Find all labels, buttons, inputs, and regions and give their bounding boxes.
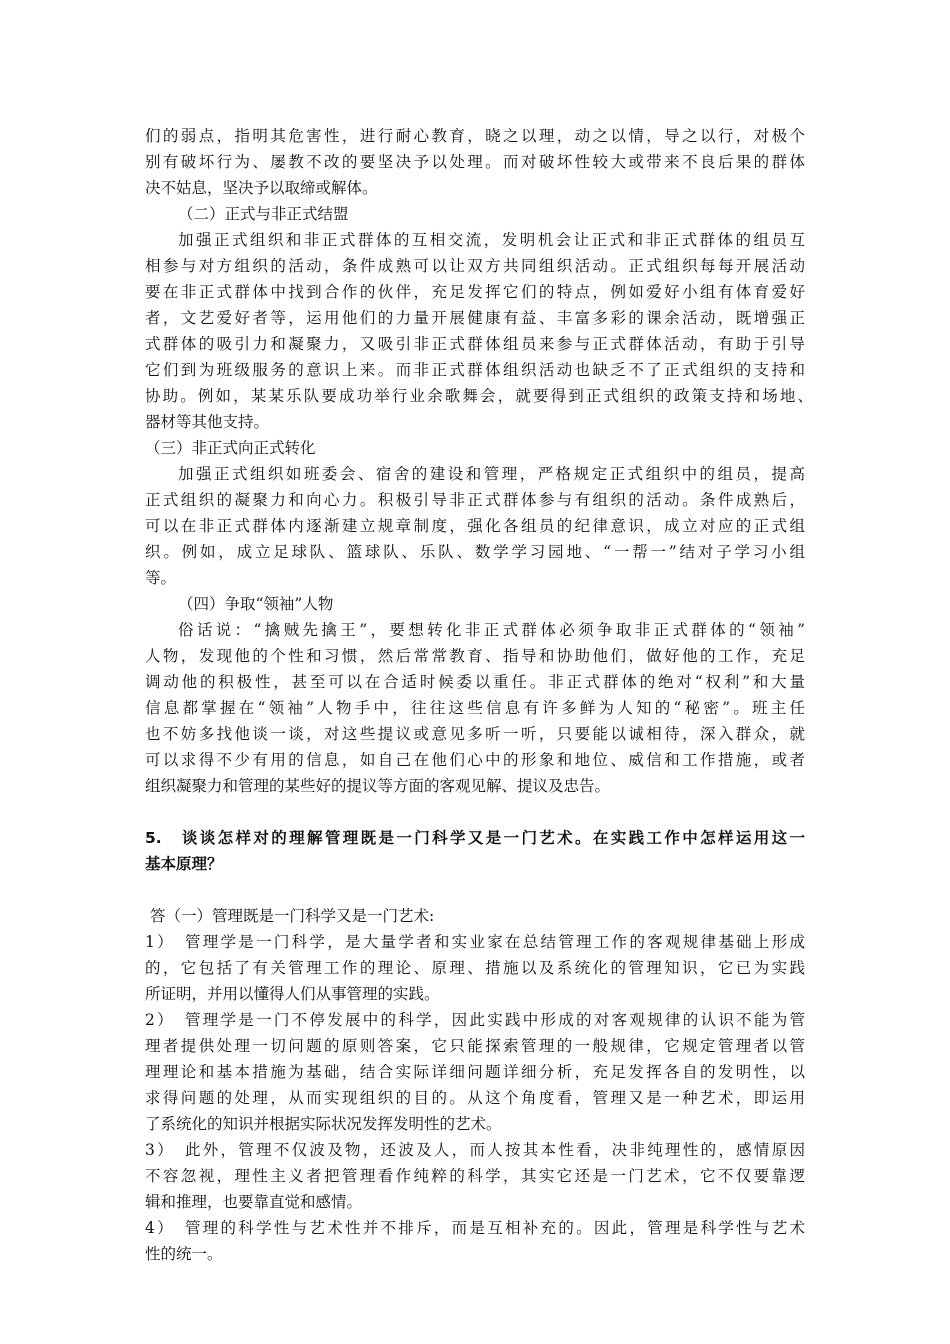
text-line: 等。 — [145, 569, 177, 587]
question-title: 5. 谈谈怎样对的理解管理既是一门科学又是一门艺术。在实践工作中怎样运用这一 — [145, 829, 805, 847]
text-line: 加强正式组织和非正式群体的互相交流，发明机会让正式和非正式群体的组员互 — [178, 231, 805, 249]
text-line: 不容忽视，理性主义者把管理看作纯粹的科学，其实它还是一门艺术，它不仅要靠逻 — [145, 1167, 805, 1185]
text-line: 俗话说：“擒贼先擒王”，要想转化非正式群体必须争取非正式群体的“领袖” — [178, 621, 805, 639]
text-line: 别有破坏行为、屡教不改的要坚决予以处理。而对破坏性较大或带来不良后果的群体 — [145, 153, 805, 171]
text-line: 正式组织的凝聚力和向心力。积极引导非正式群体参与有组织的活动。条件成熟后， — [145, 491, 805, 509]
text-line: 了系统化的知识并根据实际状况发挥发明性的艺术。 — [145, 1115, 502, 1133]
text-line: 调动他的积极性，甚至可以在合适时候委以重任。非正式群体的绝对“权利”和大量 — [145, 673, 805, 691]
text-line: 信息都掌握在“领袖”人物手中，往往这些信息有许多鲜为人知的“秘密”。班主任 — [145, 699, 805, 717]
text-line: 可以求得不少有用的信息，如自己在他们心中的形象和地位、威信和工作措施，或者 — [145, 751, 805, 769]
text-line: 相参与对方组织的活动，条件成熟可以让双方共同组织活动。正式组织每每开展活动 — [145, 257, 805, 275]
section-heading: （三）非正式向正式转化 — [145, 439, 316, 457]
text-line: 协助。例如，某某乐队要成功举行业余歌舞会，就要得到正式组织的政策支持和场地、 — [145, 387, 813, 405]
text-line: 们的弱点，指明其危害性，进行耐心教育，晓之以理，动之以情，导之以行，对极个 — [145, 127, 805, 145]
section-heading: （二）正式与非正式结盟 — [178, 205, 349, 223]
text-line: 式群体的吸引力和凝聚力，又吸引非正式群体组员来参与正式群体活动，有助于引导 — [145, 335, 805, 353]
question-title-continued: 基本原理？ — [145, 855, 223, 873]
text-line: 器材等其他支持。 — [145, 413, 270, 431]
text-line: 组织凝聚力和管理的某些好的提议等方面的客观见解、提议及忠告。 — [145, 777, 611, 795]
text-line: 要在非正式群体中找到合作的伙伴，充足发挥它们的特点，例如爱好小组有体育爱好 — [145, 283, 805, 301]
text-line: 3） 此外，管理不仅波及物，还波及人，而人按其本性看，决非纯理性的，感情原因 — [145, 1141, 805, 1159]
text-line: 理者提供处理一切问题的原则答案，它只能探索管理的一般规律，它规定管理者以管 — [145, 1037, 805, 1055]
text-line: 的，它包括了有关管理工作的理论、原理、措施以及系统化的管理知识，它已为实践 — [145, 959, 805, 977]
text-line: 4） 管理的科学性与艺术性并不排斥，而是互相补充的。因此，管理是科学性与艺术 — [145, 1219, 805, 1237]
text-line: 求得问题的处理，从而实现组织的目的。从这个角度看，管理又是一种艺术，即运用 — [145, 1089, 805, 1107]
text-line: 1） 管理学是一门科学，是大量学者和实业家在总结管理工作的客观规律基础上形成 — [145, 933, 805, 951]
answer-heading: 答（一）管理既是一门科学又是一门艺术: — [150, 907, 435, 925]
text-line: 决不姑息，坚决予以取缔或解体。 — [145, 179, 378, 197]
text-line: 人物，发现他的个性和习惯，然后常常教育、指导和协助他们，做好他的工作，充足 — [145, 647, 805, 665]
text-line: 织。例如，成立足球队、篮球队、乐队、数学学习园地、“一帮一”结对子学习小组 — [145, 543, 805, 561]
text-line: 所证明，并用以懂得人们从事管理的实践。 — [145, 985, 440, 1003]
text-line: 加强正式组织如班委会、宿舍的建设和管理，严格规定正式组织中的组员，提高 — [178, 465, 805, 483]
text-line: 它们到为班级服务的意识上来。而非正式群体组织活动也缺乏不了正式组织的支持和 — [145, 361, 805, 379]
text-line: 理理论和基本措施为基础，结合实际详细问题详细分析，充足发挥各自的发明性，以 — [145, 1063, 805, 1081]
text-line: 辑和推理，也要靠直觉和感情。 — [145, 1193, 363, 1211]
text-line: 2） 管理学是一门不停发展中的科学，因此实践中形成的对客观规律的认识不能为管 — [145, 1011, 805, 1029]
text-line: 性的统一。 — [145, 1245, 223, 1263]
text-line: 可以在非正式群体内逐渐建立规章制度，强化各组员的纪律意识，成立对应的正式组 — [145, 517, 805, 535]
text-line: 也不妨多找他谈一谈，对这些提议或意见多听一听，只要能以诚相待，深入群众，就 — [145, 725, 805, 743]
text-line: 者，文艺爱好者等，运用他们的力量开展健康有益、丰富多彩的课余活动，既增强正 — [145, 309, 805, 327]
section-heading: （四）争取“领袖”人物 — [178, 595, 334, 613]
